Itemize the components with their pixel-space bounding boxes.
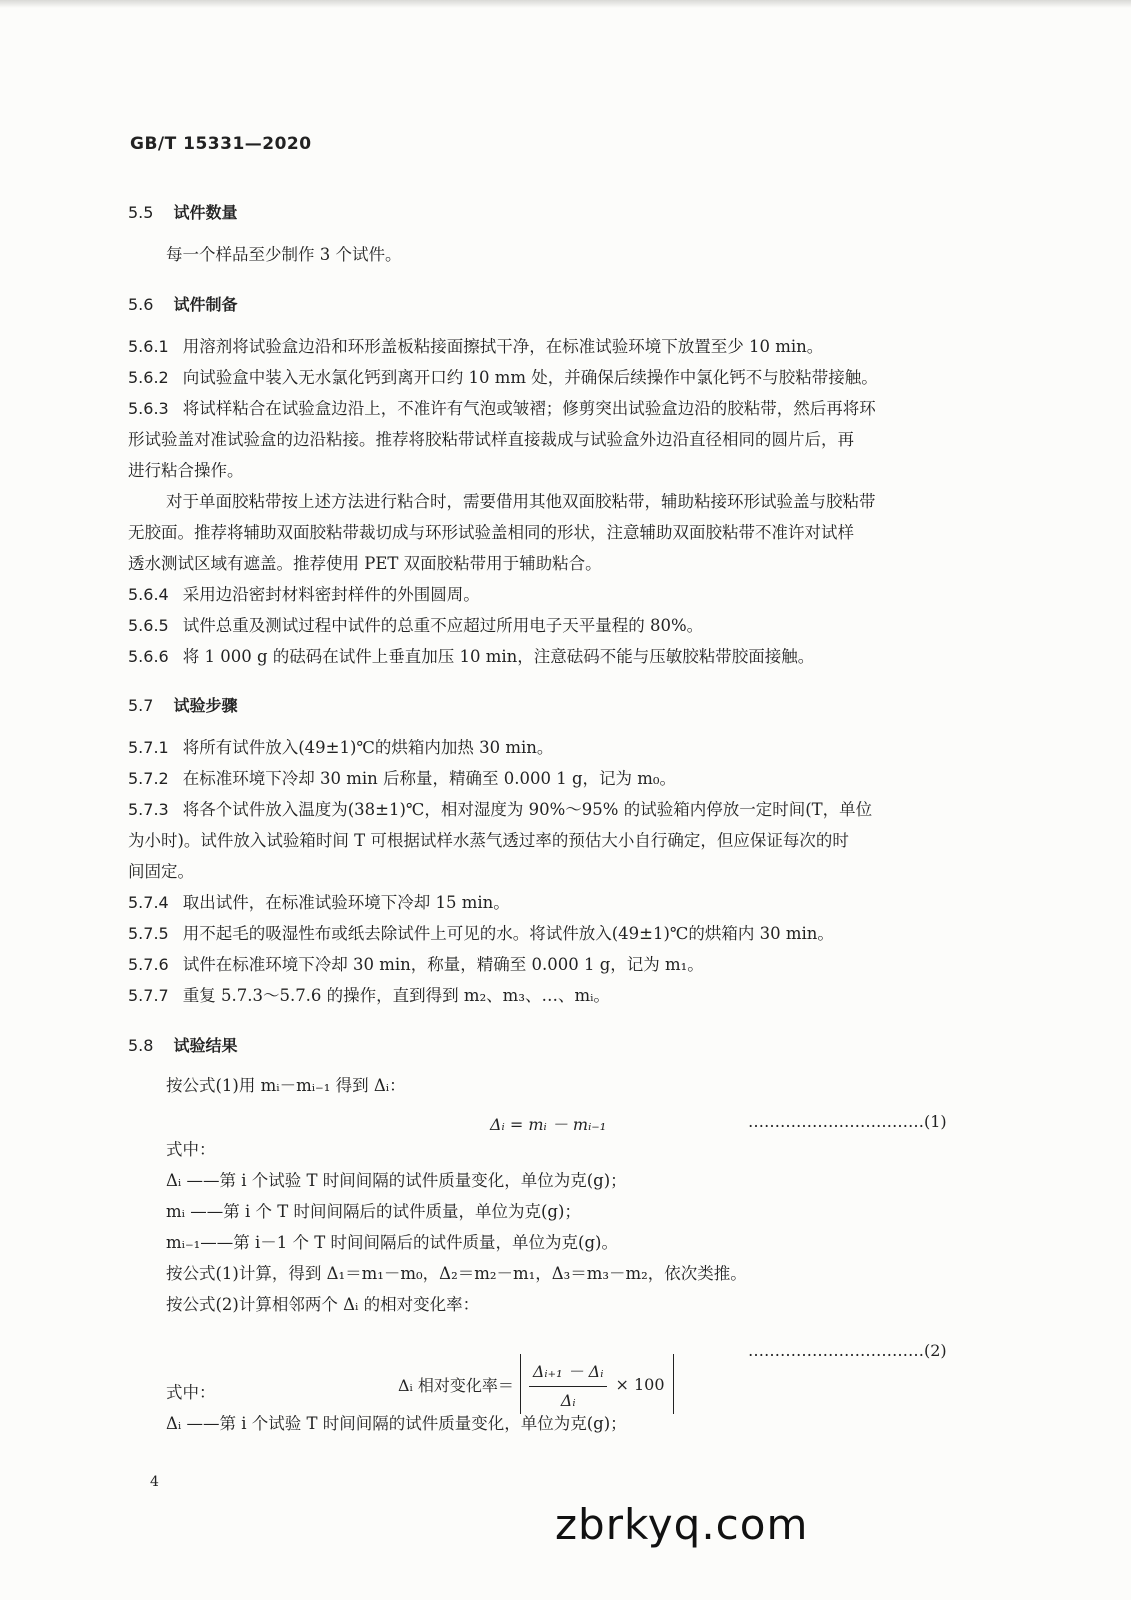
equation-2-number: ……………………………(2) xyxy=(748,1341,947,1360)
clause-5-7-5: 5.7.5 用不起毛的吸湿性布或纸去除试件上可见的水。将试件放入(49±1)℃的烘箱内 30 min。 xyxy=(128,924,834,943)
definition-delta-i: Δᵢ ——第 i 个试验 T 时间间隔的试件质量变化，单位为克(g)； xyxy=(166,1171,627,1190)
clause-5-6-3: 5.6.3 将试样粘合在试验盒边沿上，不准许有气泡或皱褶；修剪突出试验盒边沿的胶粘带，然后再将环 xyxy=(128,399,876,418)
clause-5-7-3: 5.7.3 将各个试件放入温度为(38±1)℃，相对湿度为 90%～95% 的试验箱内停放一定时间(T，单位 xyxy=(128,800,873,819)
definition-m-i-minus-1: mᵢ₋₁——第 i－1 个 T 时间间隔后的试件质量，单位为克(g)。 xyxy=(166,1233,618,1252)
clause-5-6-3-line2: 形试验盖对准试验盒的边沿粘接。推荐将胶粘带试样直接裁成与试验盒外边沿直径相同的圆片后，再 xyxy=(128,430,854,449)
page-number: 4 xyxy=(150,1474,159,1490)
multiplier: × 100 xyxy=(615,1374,665,1394)
clause-5-7-1: 5.7.1 将所有试件放入(49±1)℃的烘箱内加热 30 min。 xyxy=(128,738,554,757)
clause-5-7-6: 5.7.6 试件在标准环境下冷却 30 min，称量，精确至 0.000 1 g，记为 m₁。 xyxy=(128,955,704,974)
fraction-numerator: Δᵢ₊₁ － Δᵢ xyxy=(529,1359,608,1387)
section-5-7-heading: 5.7 试验步骤 xyxy=(128,696,238,715)
section-5-5-text: 每一个样品至少制作 3 个试件。 xyxy=(166,245,402,264)
where-label-2: 式中： xyxy=(166,1383,216,1402)
clause-5-6-6: 5.6.6 将 1 000 g 的砝码在试件上垂直加压 10 min，注意砝码不能与压敏胶粘带胶面接触。 xyxy=(128,647,815,666)
equation-2 xyxy=(398,1354,674,1414)
clause-5-6-4: 5.6.4 采用边沿密封材料密封样件的外围圆周。 xyxy=(128,585,480,604)
fraction-denominator: Δᵢ xyxy=(560,1390,576,1410)
clause-5-7-3-line2: 为小时)。试件放入试验箱时间 T 可根据试样水蒸气透过率的预估大小自行确定，但应保证每次的时 xyxy=(128,831,849,850)
clause-5-6-3-para2-line3: 透水测试区域有遮盖。推荐使用 PET 双面胶粘带用于辅助粘合。 xyxy=(128,554,602,573)
watermark: zbrkyq.com xyxy=(555,1500,809,1549)
equation-1-number: ……………………………(1) xyxy=(748,1112,947,1131)
definition-delta-i-2: Δᵢ ——第 i 个试验 T 时间间隔的试件质量变化，单位为克(g)； xyxy=(166,1414,627,1433)
calculation-text: 按公式(1)计算，得到 Δ₁＝m₁－m₀，Δ₂＝m₂－m₁，Δ₃＝m₃－m₂，依次类推。 xyxy=(166,1264,747,1283)
where-label-1: 式中： xyxy=(166,1140,216,1159)
page-edge xyxy=(0,0,1131,8)
section-5-6-heading: 5.6 试件制备 xyxy=(128,295,238,314)
result-intro: 按公式(1)用 mᵢ－mᵢ₋₁ 得到 Δᵢ： xyxy=(166,1076,406,1095)
clause-5-6-2: 5.6.2 向试验盒中装入无水氯化钙到离开口约 10 mm 处，并确保后续操作中氯化钙不与胶粘带接触。 xyxy=(128,368,878,387)
section-5-8-heading: 5.8 试验结果 xyxy=(128,1036,238,1055)
clause-5-6-3-para2-line1: 对于单面胶粘带按上述方法进行粘合时，需要借用其他双面胶粘带，辅助粘接环形试验盖与胶粘带 xyxy=(166,492,876,511)
clause-5-6-1: 5.6.1 用溶剂将试验盒边沿和环形盖板粘接面擦拭干净，在标准试验环境下放置至少 10 min。 xyxy=(128,337,824,356)
section-5-5-heading: 5.5 试件数量 xyxy=(128,203,238,222)
clause-5-6-3-line3: 进行粘合操作。 xyxy=(128,461,244,480)
clause-5-7-2: 5.7.2 在标准环境下冷却 30 min 后称量，精确至 0.000 1 g，记为 m₀。 xyxy=(128,769,677,788)
absolute-value xyxy=(520,1354,674,1414)
fraction xyxy=(529,1359,608,1410)
clause-5-6-5: 5.6.5 试件总重及测试过程中试件的总重不应超过所用电子天平量程的 80%。 xyxy=(128,616,704,635)
equation-2-lhs: Δᵢ 相对变化率＝ xyxy=(398,1375,514,1395)
clause-5-6-3-para2-line2: 无胶面。推荐将辅助双面胶粘带裁切成与环形试验盖相同的形状，注意辅助双面胶粘带不准许对试样 xyxy=(128,523,854,542)
clause-5-7-3-line3: 间固定。 xyxy=(128,862,194,881)
clause-5-7-7: 5.7.7 重复 5.7.3～5.7.6 的操作，直到得到 m₂、m₃、…、mᵢ。 xyxy=(128,986,610,1005)
equation-1: Δᵢ = mᵢ － mᵢ₋₁ xyxy=(490,1115,607,1134)
relative-change-intro: 按公式(2)计算相邻两个 Δᵢ 的相对变化率： xyxy=(166,1295,480,1314)
clause-5-7-4: 5.7.4 取出试件，在标准试验环境下冷却 15 min。 xyxy=(128,893,510,912)
definition-m-i: mᵢ ——第 i 个 T 时间间隔后的试件质量，单位为克(g)； xyxy=(166,1202,581,1221)
standard-code: GB/T 15331—2020 xyxy=(130,134,312,154)
